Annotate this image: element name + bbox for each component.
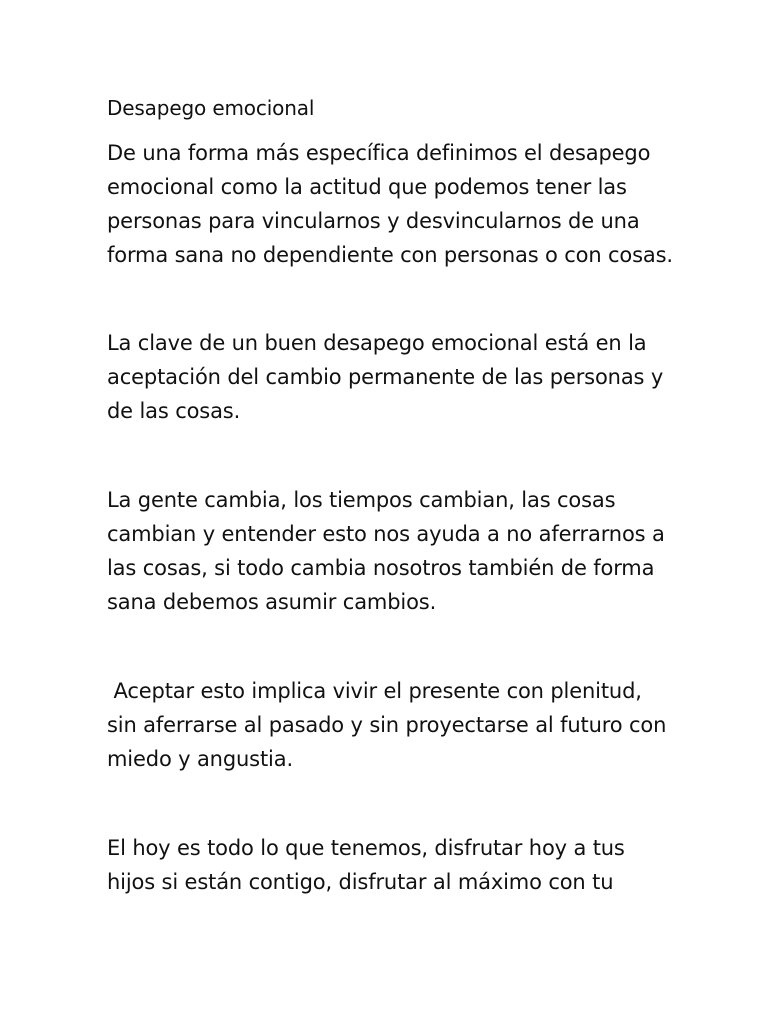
paragraph-present: Aceptar esto implica vivir el presente con plenitud, sin aferrarse al pasado y sin proyectarse al futuro con miedo y angustia. [107, 679, 667, 771]
paragraph-change: La gente cambia, los tiempos cambian, las cosas cambian y entender esto nos ayuda a no aferrarnos a las cosas, si todo cambia nosotros también de forma sana debemos asumir cambios. [107, 488, 665, 614]
paragraph-today: El hoy es todo lo que tenemos, disfrutar hoy a tus hijos si están contigo, disfrutar al máximo con tu [107, 836, 625, 894]
paragraph-key: La clave de un buen desapego emocional está en la aceptación del cambio permanente de las personas y de las cosas. [107, 331, 664, 423]
paragraph-definition: De una forma más específica definimos el desapego emocional como la actitud que podemos tener las personas para vincularnos y desvincularnos de una forma sana no dependiente con personas o con cosas. [107, 141, 673, 267]
document-title: Desapego emocional [107, 96, 315, 120]
